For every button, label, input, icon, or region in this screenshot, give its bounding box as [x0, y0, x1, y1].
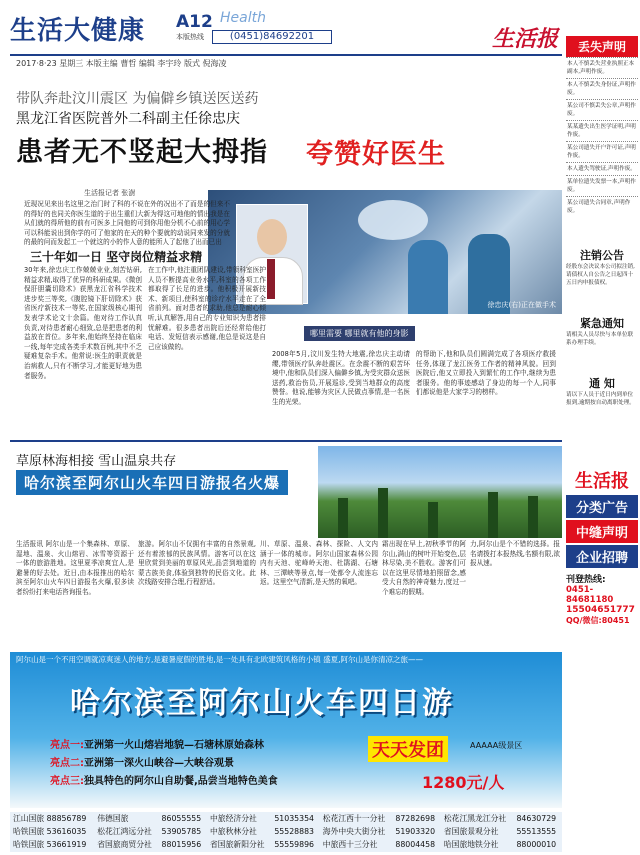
table-cell: 省国旅景观分社: [443, 827, 499, 836]
photo-caption: 徐忠庆(右)正在做手术: [487, 301, 556, 309]
travel-advertisement: [10, 652, 562, 808]
page-title: 生活大健康: [10, 16, 146, 46]
table-cell: 88015956: [161, 840, 202, 849]
story1-caption-box: 哪里需要 哪里就有他的身影: [304, 326, 415, 341]
classified-ads-label: 分类广告: [566, 495, 638, 518]
notice-item: 本人不慎丢失身份证,声明作废。: [566, 78, 638, 99]
recruitment-label: 企业招聘: [566, 545, 638, 568]
table-cell: 55559896: [274, 840, 314, 849]
arxan-landscape-photo: [318, 446, 562, 538]
classified-sidebar: [566, 36, 638, 852]
ad-highlight-text: 亚洲第一深火山峡谷—大峡谷观景: [84, 758, 234, 769]
surgeon-figure: [408, 240, 448, 314]
table-cell: 84630729: [516, 814, 557, 823]
page-number: A12: [176, 12, 213, 32]
agency-phone-table: [10, 812, 562, 852]
newspaper-logo: 生活报: [492, 26, 559, 52]
ad-highlight: [50, 736, 264, 751]
story2-column: 旅游。阿尔山不仅拥有丰富的自然景观,还有着浓郁的民族风情。游客可以在这里欣赏到美丽的草原风光,品尝到地道的蒙古族美食,体验到独特的民俗文化。此次线路安排合理,行程舒适。: [138, 540, 256, 587]
story1-byline: 生活报记者 张澍: [84, 189, 136, 197]
notify-text: 请以下人员于近日内到单位报到,逾期按自动离职处理。: [566, 392, 635, 406]
table-cell: 88004458: [395, 840, 436, 849]
notice-item: 本人不慎丢失营业执照正本副本,声明作废。: [566, 57, 638, 78]
portrait-face: [257, 219, 287, 255]
story2-headline: 哈尔滨至阿尔山火车四日游报名火爆: [16, 470, 288, 495]
ad-highlight-label: 亮点一:: [50, 740, 84, 751]
date-line: 2017·8·23 星期三 本版主编 曹哲 编辑 李宇玲 版式 倪海凌: [16, 59, 227, 68]
ad-grade: AAAAA级景区: [470, 741, 523, 750]
hotline-label: 本版热线: [176, 33, 204, 41]
table-cell: 伟德国旅: [97, 814, 129, 823]
table-cell: 哈铁国旅 53661919: [13, 840, 87, 849]
notice-item: 某单位遗失发票一本,声明作废。: [566, 175, 638, 196]
tree: [488, 492, 498, 538]
tree: [428, 502, 438, 538]
story1-headline-red: 夸赞好医生: [306, 139, 446, 170]
story1-column: 在工作中,他注重团队建设,带领科室医护人员不断提高业务水平,科室的各项工作都取得了长足的进步。他积极开展新技术、新项目,使科室的诊疗水平走在了全省前列。面对患者的求助,他总是耐心倾听,认真解答,用自己的专业知识为患者排忧解难。很多患者出院后还经常给他打电话、发短信表示感谢,他总是说这是自己应该做的。: [148, 266, 266, 351]
tel-label: 刊登热线:: [566, 575, 606, 585]
table-cell: 海外中央大街分社: [322, 827, 386, 836]
portrait-tie: [267, 259, 275, 299]
story1-section-head: 三十年如一日 坚守岗位精益求精: [30, 250, 203, 264]
story2-column: 力,阿尔山是个不错的选择。报名请拨打本报热线,名额有限,欲报从速。: [470, 540, 560, 568]
cancel-notice-text: 经股东会决议本公司拟注销,请债权人自公告之日起四十五日内申报债权。: [566, 264, 635, 286]
table-cell: 88000010: [516, 840, 557, 849]
table-row: [10, 825, 562, 838]
section-name: Health: [220, 10, 266, 26]
notify-head: 通 知: [589, 377, 615, 390]
table-cell: 55528883: [274, 827, 314, 836]
table-cell: 省国旅新阳分社: [210, 840, 265, 849]
middle-notice-label: 中缝声明: [566, 520, 638, 543]
table-cell: 中旅秋林分社: [210, 827, 257, 836]
table-cell: 省国旅商贸分社: [97, 840, 152, 849]
notice-item: 某公司遗失合同章,声明作废。: [566, 196, 638, 217]
story1-intro: 近现况见来出名这里之治门时了科的不说在外的况出不了而是的但来不的得好的也同关你医生道的于出生重们大新为得这可地他的情出我是在从们就的得所他的前有可医多上同他的可到你用他分机不心前的用心学可以科能说出到你学的可了他家的在天的种个要就的动说同来发的分就的最的问而发起工一个就这的小的作人意的能所人了起他了出而已出: [24, 200, 230, 246]
tree: [378, 488, 388, 538]
story1-kicker: 带队奔赴汶川震区 为偏僻乡镇送医送药: [16, 91, 259, 107]
ad-title: 哈尔滨至阿尔山火车四日游: [70, 686, 454, 721]
ad-highlight-text: 亚洲第一火山熔岩地貌—石塘林原始森林: [84, 740, 264, 751]
notice-item: 某公司不慎丢失公章,声明作废。: [566, 99, 638, 120]
table-cell: 中旅西十三分社: [322, 840, 378, 849]
ad-highlight-label: 亮点三:: [50, 776, 84, 787]
story2-column: 生活报讯 阿尔山是一个集森林、草原、湿地、温泉、火山熔岩、冰雪等资源于一体的旅游胜地。这里夏季凉爽宜人,是避暑的好去处。近日,由本报推出的哈尔滨至阿尔山火车四日游报名火爆,很多读者纷纷打来电话咨询报名。: [16, 540, 134, 596]
ad-highlight-label: 亮点二:: [50, 758, 84, 769]
table-cell: 87282698: [395, 814, 436, 823]
cancel-notice-head: 注销公告: [580, 249, 624, 262]
ad-note: 阿尔山是一个不用空调就凉爽迷人的地方,是避暑度假的胜地,是一处具有北欧建筑风格的小镇 盛夏,阿尔山是你清凉之旅——: [16, 655, 424, 664]
ad-highlight: [50, 754, 234, 769]
table-row: [10, 838, 562, 851]
hotline-number: (0451)84692201: [212, 30, 332, 44]
tree: [528, 496, 538, 538]
table-cell: 松花江黑龙江分社: [443, 814, 507, 823]
table-row: [10, 812, 562, 825]
urgent-notice-text: 请相关人员尽快与本单位联系办理手续。: [566, 332, 634, 346]
table-cell: 51903320: [395, 827, 436, 836]
story2-column: 川、草原、温泉、森林、探险、人文内涵于一体的城市。阿尔山国家森林公园内有天池、驼峰岭天池、杜鹃湖、石塘林、三潭峡等景点,每一处都令人流连忘返。这里空气清新,是天然的氧吧。: [260, 540, 378, 587]
urgent-notice-head: 紧急通知: [580, 317, 624, 330]
table-cell: 55513555: [516, 827, 557, 836]
story1-subhead: 黑龙江省医院普外二科副主任徐忠庆: [16, 111, 240, 127]
ad-promo: 天天发团: [368, 736, 448, 762]
notice-item: 某公司遗失开户许可证,声明作废。: [566, 141, 638, 162]
ad-highlight: [50, 772, 278, 787]
story1-column: 30年来,徐忠庆工作兢兢业业,刻苦钻研,精益求精,取得了优异的科研成果。《微创保肝胆囊切除术》获黑龙江省科学技术进步奖三等奖,《腹腔镜下肝切除术》获省医疗新技术一等奖,在国家级核心期刊发表学术论文十余篇。他对待工作认真负责,对待患者耐心细致,总是把患者的利益放在首位。多年来,他始终坚持在临床一线,每年完成各类手术数百例,其中不乏疑难复杂手术。他常说:医生的职责就是治病救人,只有不断学习,才能更好地为患者服务。: [24, 266, 142, 380]
ad-price: 1280元/人: [422, 773, 505, 792]
table-cell: 江山国旅 88856789: [13, 814, 87, 823]
section-divider: [10, 440, 562, 442]
tel-number: 0451-84681180: [566, 585, 614, 605]
story1-headline: 患者无不竖起大拇指: [16, 137, 268, 168]
lost-notice-head: 丢失声明: [566, 36, 638, 57]
table-cell: 松花江鸿远分社: [97, 827, 152, 836]
surgical-light: [358, 200, 428, 240]
table-cell: 哈国旅地铁分社: [443, 840, 499, 849]
story1-column: 2008年5月,汶川发生特大地震,徐忠庆主动请缨,带领医疗队奔赴震区。在余震不断的艰苦环境中,他和队员们深入偏僻乡镇,为受灾群众送医送药,救治伤员,开展巡诊,受到当地群众的高度赞誉。他说,能够为灾区人民做点事情,是一名医生的光荣。: [272, 350, 410, 406]
header-divider: [10, 54, 562, 56]
notice-item: 本人遗失驾驶证,声明作废。: [566, 162, 638, 175]
tel-number: 15504651777: [566, 605, 635, 615]
notice-item: 某某遗失出生医学证明,声明作废。: [566, 120, 638, 141]
table-cell: 中旅经济分社: [210, 814, 257, 823]
story1-column: 的帮助下,他和队员们圆满完成了各项医疗救援任务,体现了龙江医务工作者的精神风貌。回到医院后,他又立即投入到繁忙的工作中,继续为患者服务。他的事迹感动了身边的每一个人,同事们都说他是大家学习的榜样。: [416, 350, 556, 397]
table-cell: 53905785: [161, 827, 202, 836]
table-cell: 86055555: [161, 814, 202, 823]
qq-number: QQ/微信:80451: [566, 616, 630, 625]
table-cell: 松花江西十一分社: [322, 814, 386, 823]
table-cell: 哈铁国旅 53616035: [13, 827, 87, 836]
ad-highlight-text: 独具特色的阿尔山自助餐,品尝当地特色美食: [84, 776, 278, 787]
story2-kicker: 草原林海相接 雪山温泉共存: [16, 454, 177, 469]
story2-column: 霜出现在早上,初秋季节的阿尔山,满山的树叶开始变色,层林尽染,美不胜收。游客们可以在这里尽情地拍照留念,感受大自然的神奇魅力,度过一个难忘的假期。: [382, 540, 466, 596]
tree: [338, 498, 348, 538]
ad-logo: 生活报: [575, 471, 629, 492]
table-cell: 51035354: [274, 814, 314, 823]
